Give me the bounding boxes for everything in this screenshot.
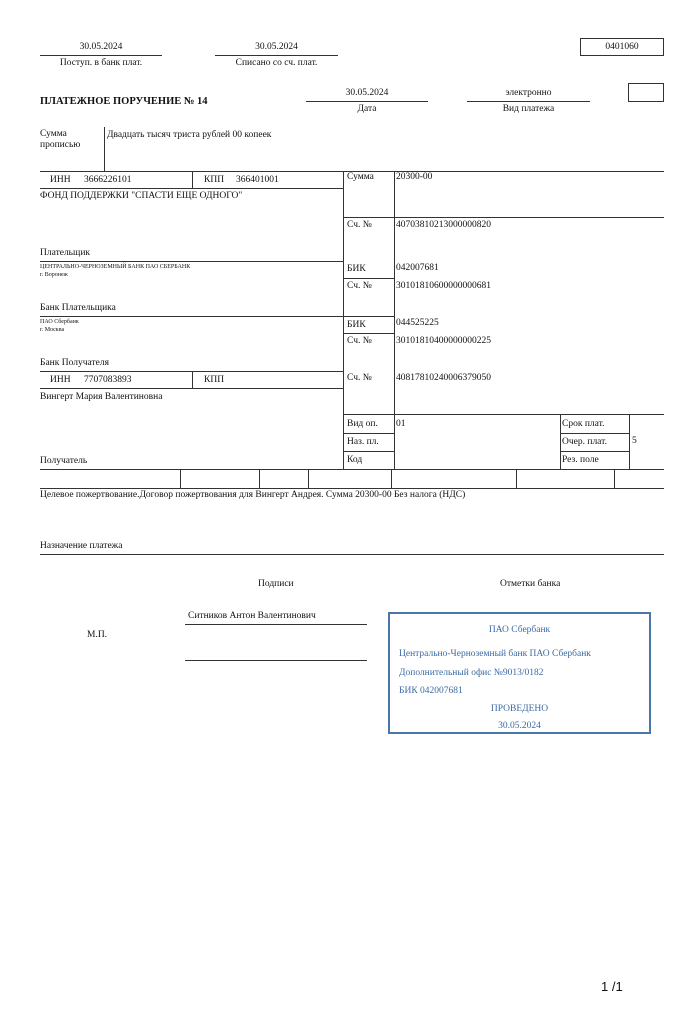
divider	[308, 469, 309, 488]
divider	[40, 469, 664, 470]
stamp-bik: БИК 042007681	[399, 686, 463, 696]
payer-bank-city: г. Воронеж	[40, 272, 68, 278]
payee-bank-name: ПАО Сбербанк	[40, 319, 79, 325]
payer-account-label: Сч. №	[347, 220, 372, 230]
received-date-line	[40, 55, 162, 56]
term-label: Срок плат.	[562, 419, 605, 429]
divider	[343, 414, 664, 415]
payee-bank-city: г. Москва	[40, 327, 65, 333]
stamp-office: Дополнительный офис №9013/0182	[399, 668, 544, 678]
divider	[343, 333, 394, 334]
amount-label: Сумма	[347, 172, 374, 182]
bank-stamp	[388, 612, 651, 734]
payee-inn-label: ИНН	[50, 375, 71, 385]
payee-bank-label: Банк Получателя	[40, 358, 109, 368]
divider	[259, 469, 260, 488]
divider	[343, 433, 394, 434]
payer-inn-label: ИНН	[50, 175, 71, 185]
signer-name: Ситников Антон Валентинович	[188, 611, 316, 621]
divider	[343, 278, 394, 279]
grid-col-divider-2	[394, 171, 395, 469]
payee-label: Получатель	[40, 456, 88, 466]
op-type-value: 01	[396, 419, 406, 429]
received-label: Поступ. в банк плат.	[59, 58, 143, 68]
divider	[192, 371, 193, 388]
divider	[516, 469, 517, 488]
order-date: 30.05.2024	[345, 88, 389, 98]
divider	[40, 488, 664, 489]
divider	[614, 469, 615, 488]
payer-account: 40703810213000000820	[396, 220, 491, 230]
payment-type-label: Вид платежа	[502, 104, 555, 114]
payer-inn: 3666226101	[84, 175, 132, 185]
op-type-label: Вид оп.	[347, 419, 378, 429]
signatures-label: Подписи	[258, 579, 294, 589]
divider	[560, 414, 561, 469]
payer-bank-label: Банк Плательщика	[40, 303, 116, 313]
divider	[560, 433, 629, 434]
empty-field-box	[628, 83, 664, 102]
divider	[40, 554, 664, 555]
divider	[560, 451, 629, 452]
signature-line-2	[185, 660, 367, 661]
form-code: 0401060	[605, 42, 639, 52]
seal-mark: М.П.	[87, 630, 108, 640]
page-indicator: 1 /1	[601, 979, 623, 994]
divider	[104, 127, 105, 171]
payee-bik: 044525225	[396, 318, 439, 328]
debited-date: 30.05.2024	[255, 42, 298, 52]
purpose-label: Назначение платежа	[40, 541, 123, 551]
divider	[40, 188, 343, 189]
stamp-date: 30.05.2024	[498, 721, 541, 731]
payment-type-line	[467, 101, 590, 102]
payer-name: ФОНД ПОДДЕРЖКИ "СПАСТИ ЕЩЕ ОДНОГО"	[40, 191, 243, 201]
payer-bank-name: ЦЕНТРАЛЬНО-ЧЕРНОЗЕМНЫЙ БАНК ПАО СБЕРБАНК	[40, 264, 191, 270]
payer-bank-account-label: Сч. №	[347, 281, 372, 291]
reserve-label: Рез. поле	[562, 455, 599, 465]
document-title: ПЛАТЕЖНОЕ ПОРУЧЕНИЕ № 14	[40, 96, 208, 107]
stamp-status: ПРОВЕДЕНО	[490, 704, 549, 714]
divider	[40, 261, 343, 262]
payee-inn: 7707083893	[84, 375, 132, 385]
payer-label: Плательщик	[40, 248, 91, 258]
order-date-line	[306, 101, 428, 102]
divider	[343, 217, 664, 218]
payer-bik: 042007681	[396, 263, 439, 273]
priority-value: 5	[632, 436, 637, 446]
priority-label: Очер. плат.	[562, 437, 607, 447]
payee-bank-account-label: Сч. №	[347, 336, 372, 346]
divider	[40, 316, 394, 317]
payer-kpp: 366401001	[236, 175, 279, 185]
payee-bank-account: 30101810400000000225	[396, 336, 491, 346]
grid-col-divider-1	[343, 171, 344, 469]
payee-account: 40817810240006379050	[396, 373, 491, 383]
divider	[192, 171, 193, 188]
divider	[180, 469, 181, 488]
divider	[629, 414, 630, 469]
debited-label: Списано со сч. плат.	[235, 58, 318, 68]
amount-words-value: Двадцать тысяч триста рублей 00 копеек	[107, 130, 272, 140]
payee-account-label: Сч. №	[347, 373, 372, 383]
divider	[391, 469, 392, 488]
payee-bik-label: БИК	[347, 320, 366, 330]
amount-value: 20300-00	[396, 172, 433, 182]
divider	[40, 388, 343, 389]
code-label: Код	[347, 455, 363, 465]
payment-type: электронно	[505, 88, 552, 98]
amount-words-label: Сумма	[40, 129, 67, 139]
amount-words-label-2: прописью	[40, 140, 81, 150]
payer-kpp-label: КПП	[204, 175, 225, 185]
purpose-code-label: Наз. пл.	[347, 437, 379, 447]
stamp-bank: ПАО Сбербанк	[488, 625, 551, 635]
purpose-text: Целевое пожертвование.Договор пожертвования для Вингерт Андрея. Сумма 20300-00 Без налога (НДС)	[40, 490, 466, 500]
payee-kpp-label: КПП	[204, 375, 225, 385]
debited-date-line	[215, 55, 338, 56]
received-date: 30.05.2024	[79, 42, 123, 52]
payer-bank-account: 30101810600000000681	[396, 281, 491, 291]
signature-line-1	[185, 624, 367, 625]
bank-marks-label: Отметки банка	[500, 579, 561, 589]
payee-name: Вингерт Мария Валентиновна	[40, 392, 163, 402]
order-date-label: Дата	[357, 104, 377, 114]
stamp-branch: Центрально-Черноземный банк ПАО Сбербанк	[399, 649, 591, 659]
form-code-box	[580, 38, 664, 56]
divider	[343, 451, 394, 452]
payer-bik-label: БИК	[347, 264, 366, 274]
